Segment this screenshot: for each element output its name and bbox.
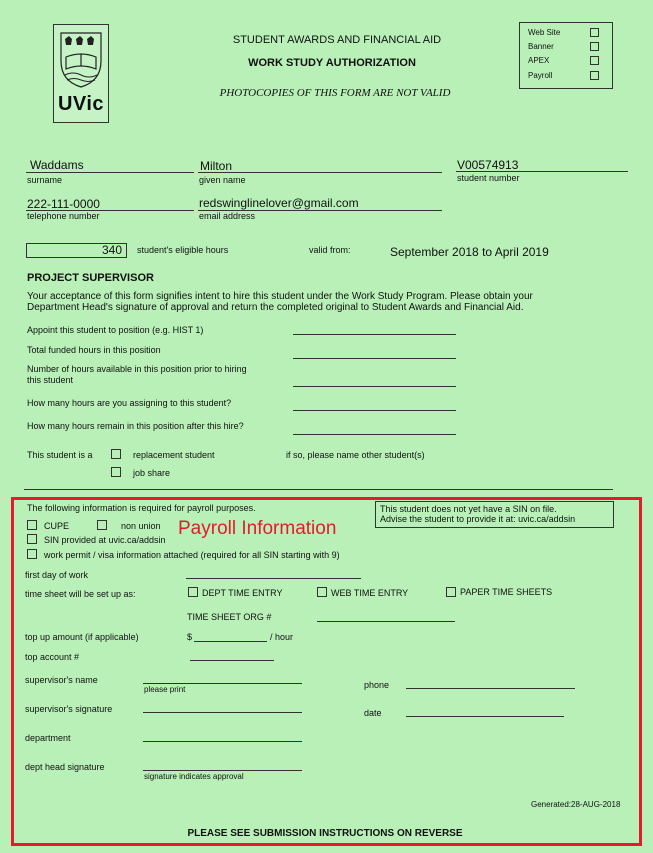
replacement-label: replacement student [133,450,215,460]
remaining-hours-field[interactable] [293,434,456,435]
payroll-checkbox[interactable] [590,71,599,80]
valid-from-label: valid from: [309,245,351,255]
payroll-annotation: Payroll Information [178,518,337,539]
uvic-logo [53,24,109,123]
remaining-hours-label: How many hours remain in this position after this hire? [27,421,244,431]
department-label: department [25,733,71,743]
top-account-label: top account # [25,652,80,662]
photocopy-notice: PHOTOCOPIES OF THIS FORM ARE NOT VALID [219,87,451,99]
system-label: APEX [528,56,550,65]
system-label: Banner [528,42,554,51]
generated-date: Generated:28-AUG-2018 [531,800,621,809]
telephone-value[interactable]: 222-111-0000 [27,197,100,211]
other-students-field[interactable] [24,489,613,490]
banner-checkbox[interactable] [590,42,599,51]
web-time-entry-label: WEB TIME ENTRY [331,588,409,598]
topup-suffix: / hour [270,632,294,642]
web-site-checkbox[interactable] [590,28,599,37]
payroll-required-label: The following information is required for payroll purposes. [27,503,256,513]
system-label: Payroll [528,71,553,80]
non-union-label: non union [121,521,161,531]
student-number-value[interactable]: V00574913 [457,158,519,172]
sin-note-line: Advise the student to provide it at: uvic.ca/addsin [380,514,576,524]
sin-note-line: This student does not yet have a SIN on file. [380,504,557,514]
assigned-hours-label: How many hours are you assigning to this student? [27,398,232,408]
apex-checkbox[interactable] [590,56,599,65]
available-hours-label: Number of hours available in this position prior to hiring [27,364,247,374]
crest-icon [57,31,105,89]
other-students-label: if so, please name other student(s) [286,450,425,460]
given-name-label: given name [199,175,246,185]
email-label: email address [199,211,256,221]
assigned-hours-field[interactable] [293,410,456,411]
email-value[interactable]: redswinglinelover@gmail.com [199,196,359,210]
work-permit-label: work permit / visa information attached (required for all SIN starting with 9) [44,550,340,560]
surname-label: surname [27,175,63,185]
given-name-value[interactable]: Milton [200,159,233,173]
sin-provided-label: SIN provided at uvic.ca/addsin [44,535,166,545]
topup-prefix: $ [187,632,193,642]
available-hours-label: this student [27,375,74,385]
supervisor-name-label: supervisor's name [25,675,98,685]
job-share-checkbox[interactable] [111,467,121,477]
supervisor-intro: Your acceptance of this form signifies intent to hire this student under the Work Study Program. Please obtain your [27,291,533,302]
payroll-highlight-box [11,497,642,846]
topup-label: top up amount (if applicable) [25,632,139,642]
appoint-position-label: Appoint this student to position (e.g. HIST 1) [27,325,204,335]
student-is-label: This student is a [27,450,93,460]
surname-value[interactable]: Waddams [30,158,84,172]
timesheet-label: time sheet will be set up as: [25,589,136,599]
available-hours-field[interactable] [293,386,456,387]
supervisor-signature-label: supervisor's signature [25,704,113,714]
funded-hours-field[interactable] [293,358,456,359]
supervisor-heading: PROJECT SUPERVISOR [27,272,154,284]
appoint-position-field[interactable] [293,334,456,335]
dept-time-entry-label: DEPT TIME ENTRY [202,588,283,598]
job-share-label: job share [133,468,171,478]
cupe-label: CUPE [44,521,70,531]
eligible-hours-value[interactable]: 340 [26,243,127,258]
timesheet-org-label: TIME SHEET ORG # [187,612,272,622]
phone-label: phone [364,680,390,690]
system-label: Web Site [528,28,561,37]
date-label: date [364,708,382,718]
student-number-label: student number [457,173,520,183]
paper-time-sheets-label: PAPER TIME SHEETS [460,587,553,597]
org-name: STUDENT AWARDS AND FINANCIAL AID [232,34,442,46]
funded-hours-label: Total funded hours in this position [27,345,161,355]
eligible-hours-label: student's eligible hours [137,245,229,255]
please-print-label: please print [144,685,186,694]
systems-box [519,22,613,89]
logo-text: UVic [57,93,105,115]
replacement-checkbox[interactable] [111,449,121,459]
dept-head-label: dept head signature [25,762,105,772]
signature-approval-label: signature indicates approval [144,772,244,781]
submission-footer: PLEASE SEE SUBMISSION INSTRUCTIONS ON REVERSE [187,828,463,839]
telephone-label: telephone number [27,211,100,221]
supervisor-intro: Department Head's signature of approval and return the completed original to Student Awards and Financial Aid. [27,302,524,313]
form-title: WORK STUDY AUTHORIZATION [248,57,416,69]
first-day-label: first day of work [25,570,89,580]
valid-range-value: September 2018 to April 2019 [390,245,549,259]
